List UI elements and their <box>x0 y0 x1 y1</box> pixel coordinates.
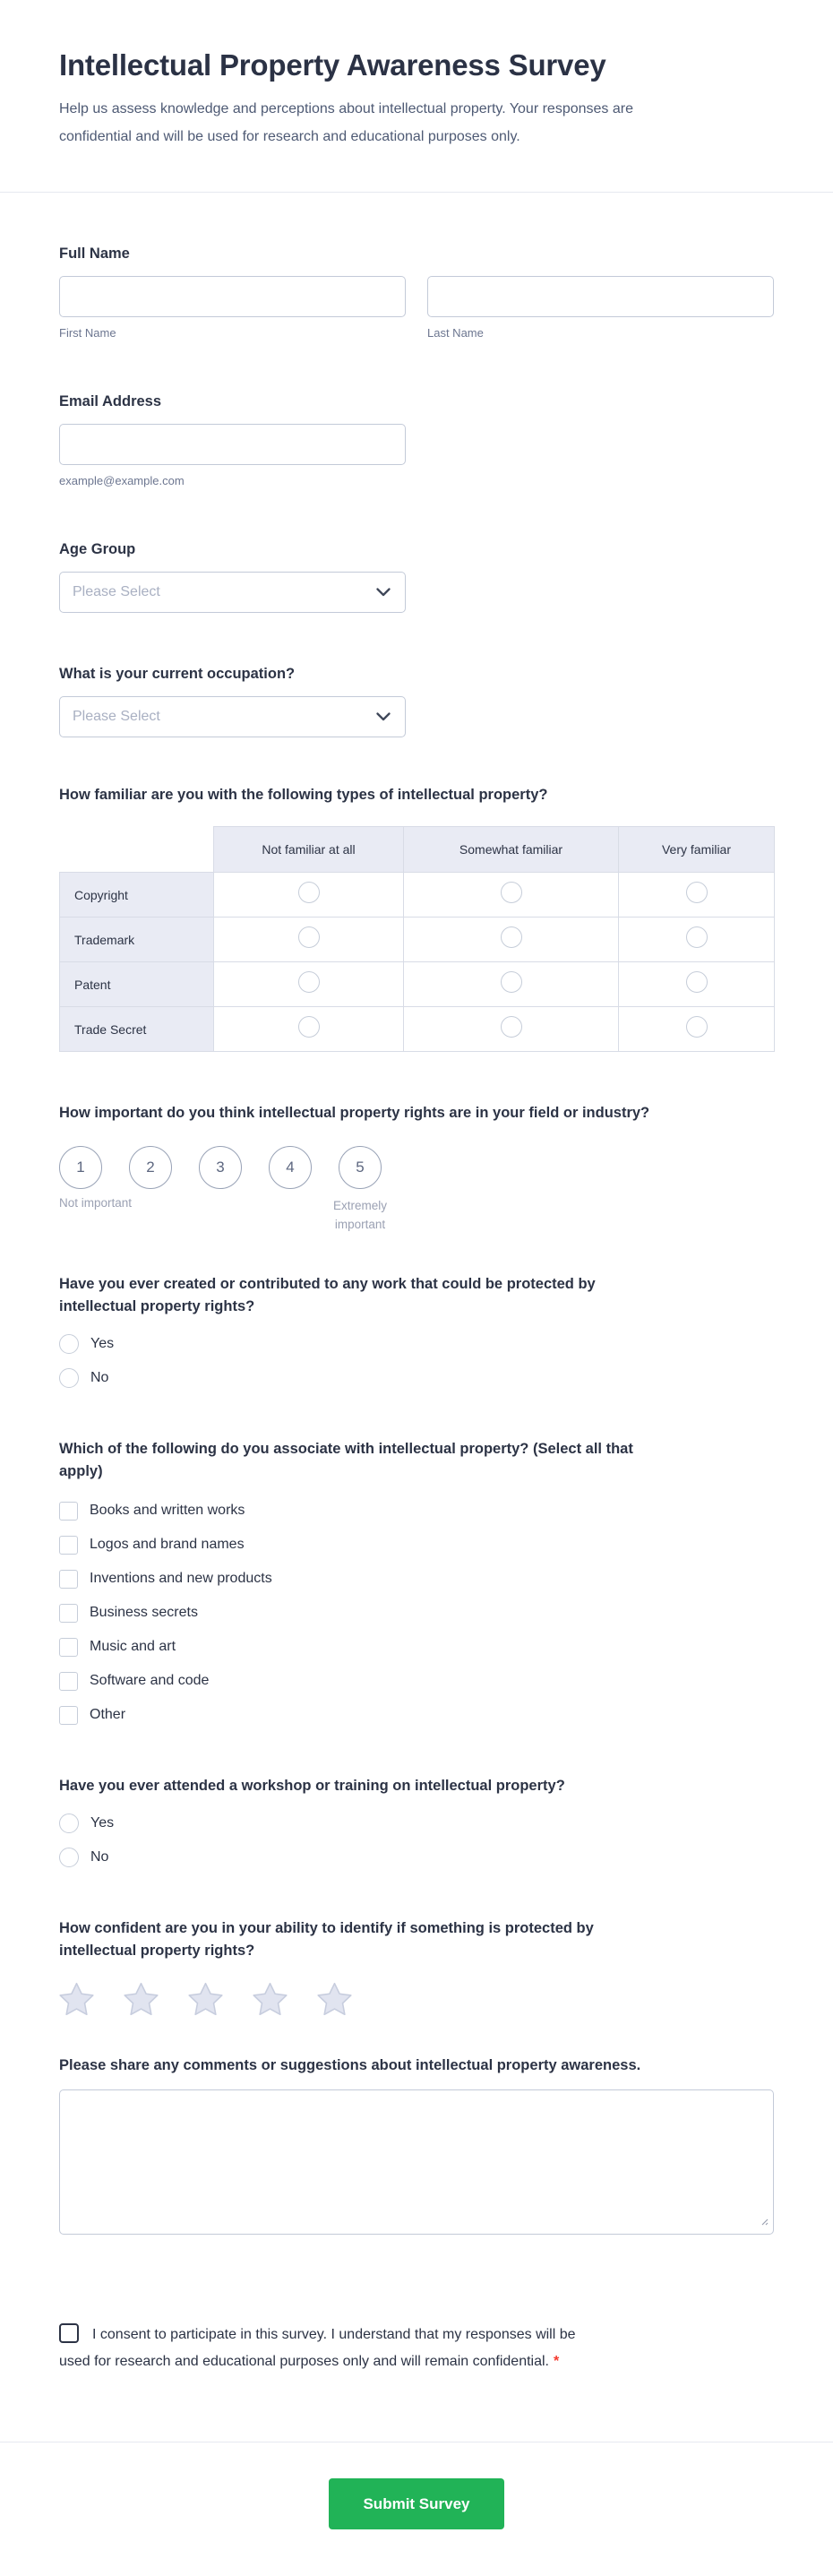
created-work-yes-radio[interactable] <box>59 1334 79 1354</box>
star-icon-1[interactable] <box>59 1982 94 2015</box>
familiarity-question: How familiar are you with the following types of intellectual property? <box>59 787 548 803</box>
checkbox-option <box>59 1671 774 1691</box>
form-footer <box>0 2442 833 2576</box>
matrix-radio-patent-very-familiar[interactable] <box>686 971 708 993</box>
matrix-column-header: Somewhat familiar <box>404 827 619 873</box>
radio-option-no <box>59 1368 774 1388</box>
matrix-radio-copyright-not-familiar[interactable] <box>298 882 320 903</box>
radio-option-yes <box>59 1814 774 1833</box>
star-rating <box>59 1982 774 2015</box>
question-occupation <box>59 663 774 737</box>
first-name-sublabel: First Name <box>59 326 116 340</box>
workshop-no-radio[interactable] <box>59 1848 79 1867</box>
star-icon-3[interactable] <box>188 1982 223 2015</box>
scale-option-1[interactable]: 1 <box>59 1146 102 1189</box>
option-label: Other <box>90 1707 126 1722</box>
books-checkbox[interactable] <box>59 1502 78 1521</box>
age-group-placeholder: Please Select <box>73 584 160 599</box>
other-checkbox[interactable] <box>59 1706 78 1725</box>
page-title: Intellectual Property Awareness Survey <box>59 48 606 82</box>
question-confidence <box>59 1917 774 2015</box>
importance-question: How important do you think intellectual property rights are in your field or industry? <box>59 1105 650 1121</box>
occupation-select[interactable] <box>59 696 406 737</box>
occupation-label: What is your current occupation? <box>59 666 296 682</box>
scale-option-5[interactable]: 5 <box>339 1146 382 1189</box>
option-label: Yes <box>90 1336 115 1351</box>
option-label: Music and art <box>90 1639 176 1654</box>
email-sublabel: example@example.com <box>59 474 185 487</box>
option-label: Logos and brand names <box>90 1537 245 1552</box>
option-label: Inventions and new products <box>90 1571 272 1586</box>
question-associations <box>59 1438 774 1725</box>
scale-option-2[interactable]: 2 <box>129 1146 172 1189</box>
checkbox-option <box>59 1569 774 1589</box>
checkbox-option <box>59 1535 774 1555</box>
checkbox-option <box>59 1637 774 1657</box>
logos-checkbox[interactable] <box>59 1536 78 1555</box>
question-comments <box>59 2055 774 2239</box>
star-icon-4[interactable] <box>253 1982 288 2015</box>
consent-text: I consent to participate in this survey. I understand that my responses will be used for research and educational purposes only and will remain confidential. <box>59 2327 576 2369</box>
form-subtitle: Help us assess knowledge and perceptions about intellectual property. Your responses are confidential and will be used for research and educational purposes only. <box>59 101 633 144</box>
star-icon-2[interactable] <box>124 1982 159 2015</box>
option-label: Software and code <box>90 1673 210 1688</box>
question-familiarity-matrix <box>59 784 774 1052</box>
submit-button[interactable]: Submit Survey <box>329 2478 504 2529</box>
matrix-radio-trademark-not-familiar[interactable] <box>298 926 320 948</box>
workshop-yes-radio[interactable] <box>59 1814 79 1833</box>
matrix-corner-cell <box>60 827 214 873</box>
created-work-no-radio[interactable] <box>59 1368 79 1388</box>
scale-option-4[interactable]: 4 <box>269 1146 312 1189</box>
software-code-checkbox[interactable] <box>59 1672 78 1691</box>
confidence-question: How confident are you in your ability to identify if something is protected by intellectual property rights? <box>59 1920 594 1959</box>
matrix-radio-copyright-somewhat-familiar[interactable] <box>501 882 522 903</box>
comments-question: Please share any comments or suggestions about intellectual property awareness. <box>59 2057 641 2073</box>
inventions-checkbox[interactable] <box>59 1570 78 1589</box>
form-body <box>0 193 833 2375</box>
matrix-row-trade-secret <box>60 1007 775 1052</box>
matrix-row-label: Trademark <box>60 918 214 962</box>
business-secrets-checkbox[interactable] <box>59 1604 78 1623</box>
option-label: Business secrets <box>90 1605 198 1620</box>
scale-option-3[interactable]: 3 <box>199 1146 242 1189</box>
matrix-radio-trade-secret-not-familiar[interactable] <box>298 1016 320 1038</box>
consent-checkbox[interactable] <box>59 2323 79 2343</box>
matrix-row-label: Patent <box>60 962 214 1007</box>
chevron-down-icon <box>376 588 391 597</box>
full-name-label: Full Name <box>59 246 130 262</box>
option-label: No <box>90 1849 109 1865</box>
required-asterisk: * <box>554 2354 560 2369</box>
comments-textarea[interactable] <box>59 2089 774 2235</box>
email-label: Email Address <box>59 393 162 409</box>
age-group-select[interactable] <box>59 572 406 613</box>
matrix-column-header: Not familiar at all <box>214 827 404 873</box>
matrix-radio-trade-secret-very-familiar[interactable] <box>686 1016 708 1038</box>
matrix-table <box>59 826 775 1052</box>
chevron-down-icon <box>376 712 391 721</box>
workshop-question: Have you ever attended a workshop or training on intellectual property? <box>59 1778 565 1794</box>
radio-option-yes <box>59 1334 774 1354</box>
radio-option-no <box>59 1848 774 1867</box>
matrix-radio-patent-not-familiar[interactable] <box>298 971 320 993</box>
option-label: Yes <box>90 1815 115 1831</box>
question-email <box>59 391 774 488</box>
created-work-question: Have you ever created or contributed to any work that could be protected by intellectual property rights? <box>59 1276 596 1314</box>
matrix-row-label: Copyright <box>60 873 214 918</box>
question-workshop <box>59 1775 774 1867</box>
email-input[interactable] <box>59 424 406 465</box>
matrix-radio-trademark-somewhat-familiar[interactable] <box>501 926 522 948</box>
matrix-row-copyright <box>60 873 775 918</box>
option-label: Books and written works <box>90 1503 245 1518</box>
associations-question: Which of the following do you associate with intellectual property? (Select all that apply) <box>59 1441 633 1479</box>
form-header <box>0 0 833 193</box>
star-icon-5[interactable] <box>317 1982 352 2015</box>
option-label: No <box>90 1370 109 1385</box>
question-consent <box>59 2322 774 2375</box>
occupation-placeholder: Please Select <box>73 709 160 724</box>
age-group-label: Age Group <box>59 541 136 557</box>
matrix-radio-copyright-very-familiar[interactable] <box>686 882 708 903</box>
question-importance-scale <box>59 1102 774 1241</box>
checkbox-option <box>59 1603 774 1623</box>
matrix-row-trademark <box>60 918 775 962</box>
matrix-column-header: Very familiar <box>619 827 775 873</box>
question-age-group <box>59 538 774 613</box>
scale-max-label: Extremely important <box>332 1199 387 1231</box>
checkbox-option <box>59 1501 774 1521</box>
matrix-radio-trade-secret-somewhat-familiar[interactable] <box>501 1016 522 1038</box>
first-name-input[interactable] <box>59 276 406 317</box>
last-name-input[interactable] <box>427 276 774 317</box>
matrix-radio-trademark-very-familiar[interactable] <box>686 926 708 948</box>
checkbox-option <box>59 1705 774 1725</box>
question-created-work <box>59 1273 774 1388</box>
scale-min-label: Not important <box>59 1196 133 1210</box>
music-art-checkbox[interactable] <box>59 1638 78 1657</box>
last-name-sublabel: Last Name <box>427 326 484 340</box>
matrix-row-patent <box>60 962 775 1007</box>
matrix-radio-patent-somewhat-familiar[interactable] <box>501 971 522 993</box>
matrix-row-label: Trade Secret <box>60 1007 214 1052</box>
question-full-name <box>59 243 774 340</box>
consent-row <box>59 2322 577 2375</box>
